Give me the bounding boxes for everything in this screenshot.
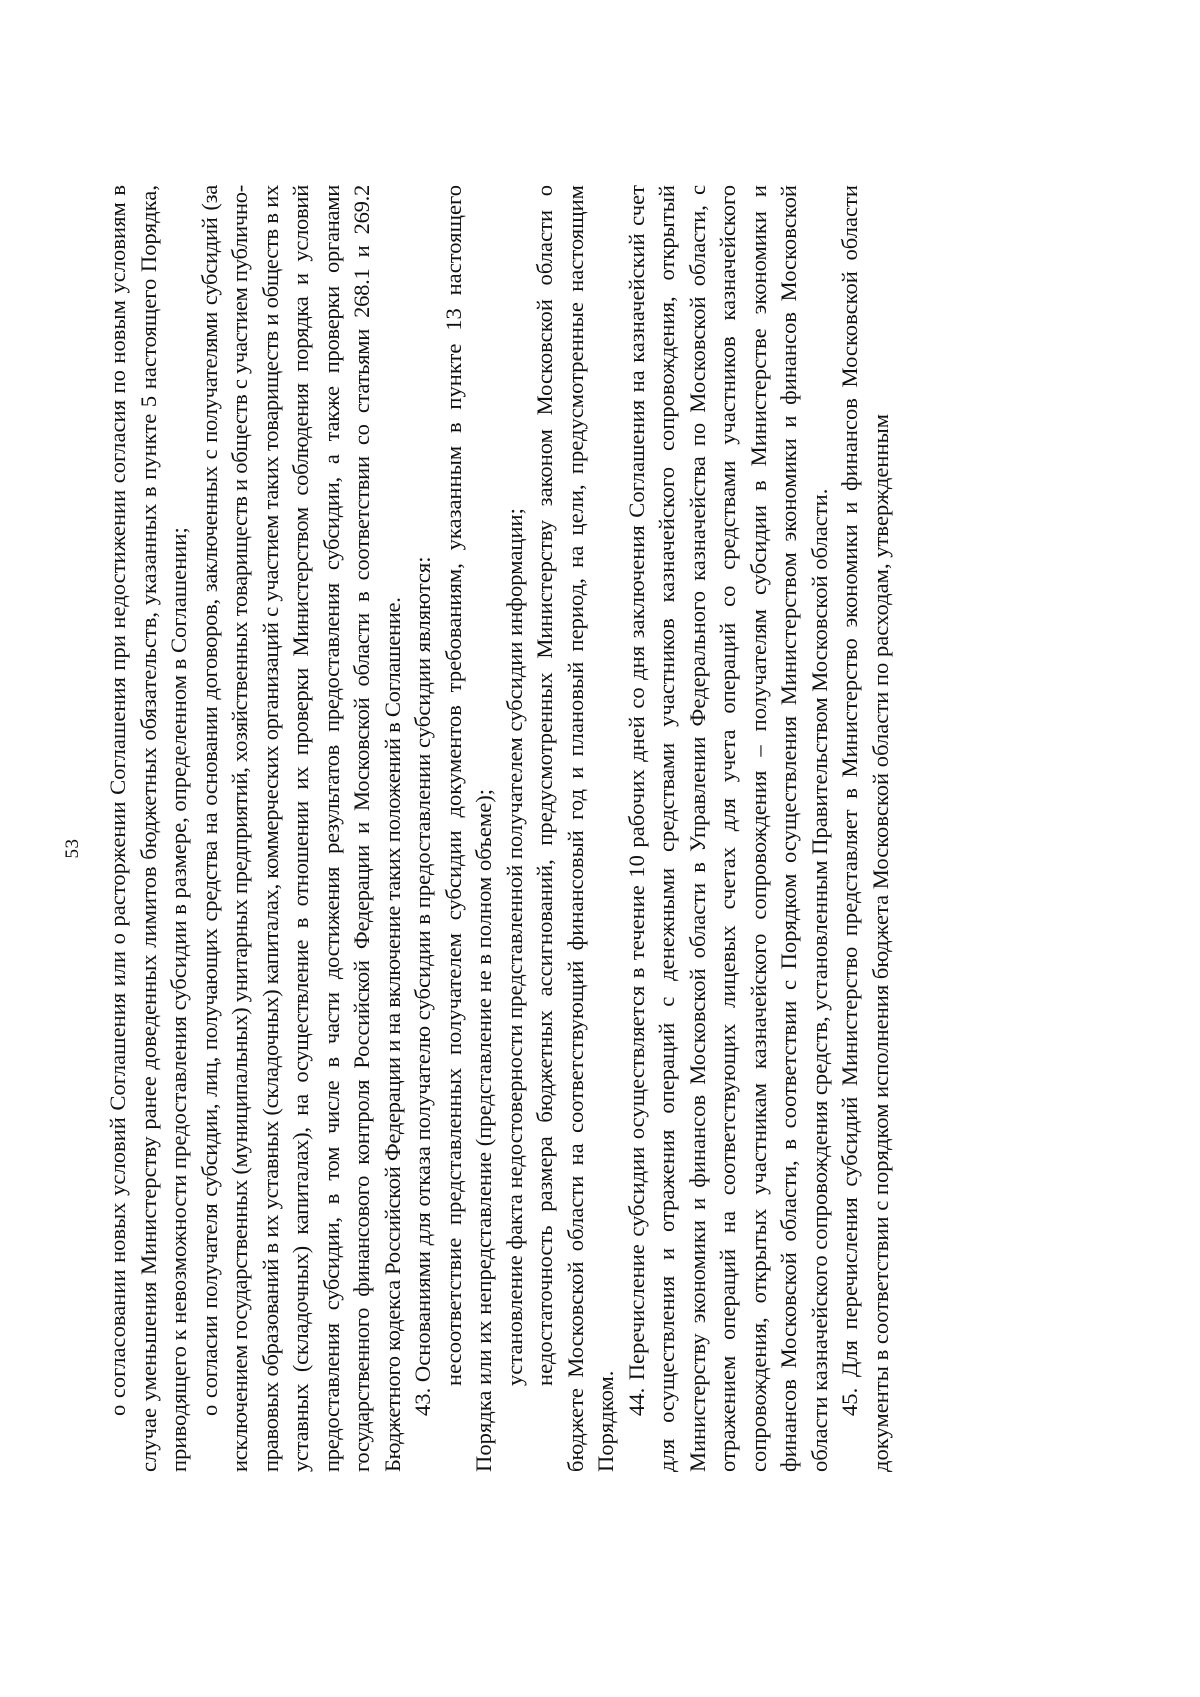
document-body xyxy=(103,185,896,1472)
page-number: 53 xyxy=(62,838,83,859)
paragraph-45-documents: 45. Для перечисления субсидий Министерство представляет в Министерство экономики и финансов Московской области документы в соответствии с порядком исполнения бюджета Московской области по расходам, утвержденным xyxy=(837,185,893,1472)
paragraph-agreement-amendment: о согласовании новых условий Соглашения или о расторжении Соглашения при недостижении согласия по новым условиям в случае уменьшения Министерству ранее доведенных лимитов бюджетных обязательств, указанных в пункте 5 настоящего Порядка, приводящего к невозможности предоставления субсидии в размере, определенном в Соглашении; xyxy=(105,185,191,1472)
paragraph-refusal-documents: несоответствие представленных получателем субсидии документов требованиям, указанным в пункте 13 настоящего Порядка или их непредставление (представление не в полном объеме); xyxy=(440,185,496,1472)
paragraph-43-refusal-grounds: 43. Основаниями для отказа получателю субсидии в предоставлении субсидии являются: xyxy=(410,556,435,1416)
paragraph-44-transfer: 44. Перечисление субсидии осуществляется в течение 10 рабочих дней со дня заключения Соглашения на казначейский счет для осуществления и отражения операций с денежными средствами участников казначейского сопровождения, открытый Министерству экономики и финансов Московской области в Управлении Федерального казначейства по Московской области, с отражением операций на соответствующих лицевых счетах для учета операций со средствами участников казначейского сопровождения, открытых участникам казначейского сопровождения – получателям субсидии в Министерстве экономики и финансов Московской области, в соответствии с Порядком осуществления Министерством экономики и финансов Московской области казначейского сопровождения средств, установленным Правительством Московской области. xyxy=(623,185,832,1472)
paragraph-refusal-insufficient-budget: недостаточность размера бюджетных ассигнований, предусмотренных Министерству законом Московской области о бюджете Московской области на соответствующий финансовый год и плановый период, на цели, предусмотренные настоящим Порядком. xyxy=(532,185,618,1472)
paragraph-consent-to-audit: о согласии получателя субсидии, лиц, получающих средства на основании договоров, заключенных с получателями субсидий (за исключением государственных (муниципальных) унитарных предприятий, хозяйственных товариществ и обществ с участием публично-правовых образований в их уставных (складочных) капиталах, коммерческих организаций с участием таких товариществ и обществ в их уставных (складочных) капиталах), на осуществление в отношении их проверки Министерством соблюдения порядка и условий предоставления субсидии, в том числе в части достижения результатов предоставления субсидии, а также проверки органами государственного финансового контроля Российской Федерации и Московской области в соответствии со статьями 268.1 и 269.2 Бюджетного кодекса Российской Федерации и на включение таких положений в Соглашение. xyxy=(196,185,405,1472)
paragraph-refusal-false-information: установление факта недостоверности представленной получателем субсидии информации; xyxy=(501,508,527,1386)
